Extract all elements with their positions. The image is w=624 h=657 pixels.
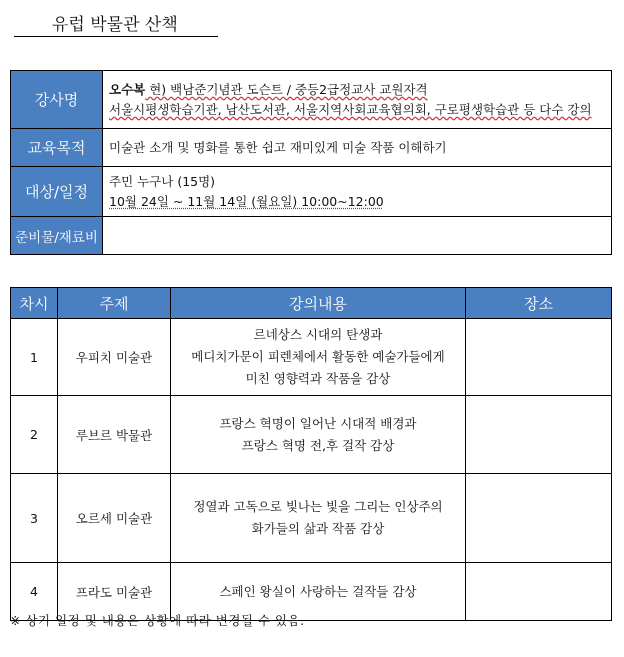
header-content: 강의내용 xyxy=(171,288,466,319)
schedule-label: 대상/일정 xyxy=(11,167,103,217)
materials-row xyxy=(11,217,612,255)
session-table xyxy=(10,287,612,621)
course-info-table xyxy=(10,70,612,255)
header-place: 장소 xyxy=(466,288,612,319)
materials-label: 준비물/재료비 xyxy=(11,217,103,255)
change-notice: ※ 상기 일정 및 내용은 상황에 따라 변경될 수 있음. xyxy=(10,613,305,628)
session-no: 2 xyxy=(11,396,58,474)
materials-value xyxy=(103,217,612,255)
instructor-value xyxy=(103,71,612,129)
document-title-block xyxy=(14,8,218,37)
session-content: 프랑스 혁명이 일어난 시대적 배경과 프랑스 혁명 전,후 걸작 감상 xyxy=(171,396,466,474)
session-no: 4 xyxy=(11,563,58,621)
session-place xyxy=(466,319,612,396)
table-row xyxy=(11,396,612,474)
session-place xyxy=(466,563,612,621)
session-header-row xyxy=(11,288,612,319)
session-place xyxy=(466,474,612,563)
session-topic: 프라도 미술관 xyxy=(58,563,171,621)
session-no: 3 xyxy=(11,474,58,563)
session-no: 1 xyxy=(11,319,58,396)
header-session-no: 차시 xyxy=(11,288,58,319)
instructor-history: 서울시평생학습기관, 남산도서관, 서울지역사회교육협의회, 구로평생학습관 등 다수 강의 xyxy=(109,101,592,117)
schedule-row xyxy=(11,167,612,217)
purpose-label: 교육목적 xyxy=(11,129,103,167)
table-row xyxy=(11,474,612,563)
schedule-value xyxy=(103,167,612,217)
session-content: 정열과 고독으로 빛나는 빛을 그리는 인상주의 화가들의 삶과 작품 감상 xyxy=(171,474,466,563)
session-place xyxy=(466,396,612,474)
header-topic: 주제 xyxy=(58,288,171,319)
document-title: 유럽 박물관 산책 xyxy=(52,15,178,35)
schedule-target: 주민 누구나 (15명) xyxy=(109,173,216,189)
purpose-value: 미술관 소개 및 명화를 통한 쉽고 재미있게 미술 작품 이해하기 xyxy=(109,139,447,155)
session-topic: 루브르 박물관 xyxy=(58,396,171,474)
instructor-row xyxy=(11,71,612,129)
purpose-row xyxy=(11,129,612,167)
session-content: 르네상스 시대의 탄생과 메디치가문이 피렌체에서 활동한 예술가들에게 미친 영향력과 작품을 감상 xyxy=(171,319,466,396)
schedule-dates: 10월 24일 ~ 11월 14일 (월요일) 10:00~12:00 xyxy=(109,193,384,209)
session-topic: 오르세 미술관 xyxy=(58,474,171,563)
session-content: 스페인 왕실이 사랑하는 걸작들 감상 xyxy=(171,563,466,621)
table-row xyxy=(11,319,612,396)
instructor-name: 오수복 xyxy=(109,81,146,97)
instructor-credentials: 현) 백남준기념관 도슨트 / 중등2급정교사 교원자격 xyxy=(145,81,428,97)
instructor-label: 강사명 xyxy=(11,71,103,129)
session-topic: 우피치 미술관 xyxy=(58,319,171,396)
